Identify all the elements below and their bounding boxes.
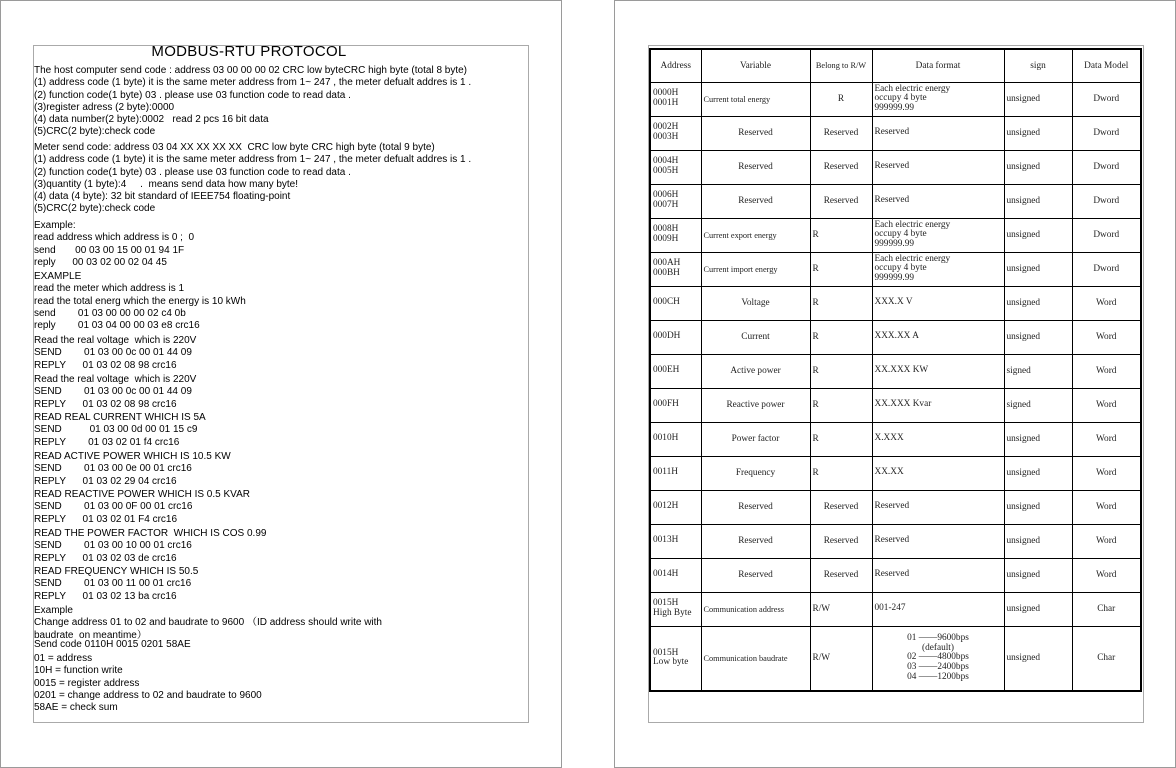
cell-variable: Frequency [701,456,810,490]
cell-variable: Active power [701,354,810,388]
table-row [650,82,1141,116]
cell-variable: Current [701,320,810,354]
cell-variable: Reserved [701,150,810,184]
text-line: reply 00 03 02 00 02 04 45 [34,256,167,268]
cell-rw: R [810,252,872,286]
text-line: 10H = function write [34,665,123,677]
text-line: (1) address code (1 byte) it is the same meter address from 1~ 247 , the meter defualt addres is 1 . [34,154,472,166]
text-line: SEND 01 03 00 10 00 01 crc16 [34,540,192,552]
cell-address: 000FH [650,388,701,422]
text-line: SEND 01 03 00 0d 00 01 15 c9 [34,424,198,436]
cell-data-format: Each electric energy occupy 4 byte 999999.99 [872,218,1004,252]
text-line: READ ACTIVE POWER WHICH IS 10.5 KW [34,451,231,462]
text-line: (5)CRC(2 byte):check code [34,126,156,138]
cell-rw: R [810,82,872,116]
table-row [650,184,1141,218]
text-line: REPLY 01 03 02 03 de crc16 [34,552,177,564]
cell-data-model: Word [1072,558,1141,592]
cell-data-model: Dword [1072,116,1141,150]
cell-address: 000AH 000BH [650,252,701,286]
text-line: Read the real voltage which is 220V [34,374,197,385]
cell-address: 0014H [650,558,701,592]
text-line: The host computer send code : address 03 00 00 00 02 CRC low byteCRC high byte (total 8 byte) [34,65,468,76]
left-page [0,0,562,768]
cell-address: 0010H [650,422,701,456]
cell-sign: unsigned [1004,286,1072,320]
text-line: (3)register adress (2 byte):0000 [34,101,175,113]
cell-data-model: Word [1072,524,1141,558]
header-address: Address [650,49,701,82]
register-table-body [650,82,1141,691]
text-line: Change address 01 to 02 and baudrate to 9600 （ID address should write with [34,617,382,629]
cell-sign: unsigned [1004,320,1072,354]
text-line: SEND 01 03 00 0e 00 01 crc16 [34,463,192,475]
table-row [650,252,1141,286]
cell-address: 0013H [650,524,701,558]
register-table [649,48,1142,692]
cell-rw: Reserved [810,558,872,592]
text-block [34,489,528,526]
text-line: REPLY 01 03 02 29 04 crc16 [34,475,177,487]
cell-sign: signed [1004,354,1072,388]
text-block [34,451,528,488]
cell-data-format: Reserved [872,150,1004,184]
text-line: EXAMPLE [34,271,82,282]
cell-data-format: Each electric energy occupy 4 byte 999999.99 [872,82,1004,116]
text-line: SEND 01 03 00 0c 00 01 44 09 [34,347,192,359]
cell-variable: Voltage [701,286,810,320]
text-line: 0201 = change address to 02 and baudrate to 9600 [34,689,262,701]
cell-variable: Reserved [701,116,810,150]
text-line: REPLY 01 03 02 08 98 crc16 [34,359,177,371]
right-page [614,0,1176,768]
cell-data-format: 01 ——9600bps (default) 02 ——4800bps 03 ——2400bps 04 ——1200bps [872,626,1004,691]
cell-rw: Reserved [810,490,872,524]
cell-rw: R [810,218,872,252]
cell-data-model: Word [1072,422,1141,456]
cell-rw: R [810,422,872,456]
cell-rw: Reserved [810,150,872,184]
text-block [34,271,528,332]
text-line: send 01 03 00 00 00 02 c4 0b [34,307,186,319]
text-block [34,653,528,714]
cell-data-format: Each electric energy occupy 4 byte 999999.99 [872,252,1004,286]
cell-data-format: XX.XX [872,456,1004,490]
text-line: READ REACTIVE POWER WHICH IS 0.5 KVAR [34,489,250,500]
text-block [34,528,528,565]
cell-data-model: Char [1072,626,1141,691]
text-line: SEND 01 03 00 0F 00 01 crc16 [34,501,193,513]
table-row [650,592,1141,626]
cell-variable: Reactive power [701,388,810,422]
cell-rw: R [810,320,872,354]
cell-data-model: Dword [1072,184,1141,218]
cell-sign: unsigned [1004,456,1072,490]
text-line: READ THE POWER FACTOR WHICH IS COS 0.99 [34,528,267,539]
text-line: 58AE = check sum [34,702,118,714]
table-header-row [650,49,1141,82]
cell-data-model: Char [1072,592,1141,626]
cell-variable: Current export energy [701,218,810,252]
table-row [650,626,1141,691]
cell-address: 0008H 0009H [650,218,701,252]
cell-data-format: XXX.X V [872,286,1004,320]
text-line: REPLY 01 03 02 01 f4 crc16 [34,436,180,448]
text-line: REPLY 01 03 02 01 F4 crc16 [34,513,178,525]
cell-variable: Reserved [701,524,810,558]
cell-variable: Current import energy [701,252,810,286]
cell-sign: unsigned [1004,252,1072,286]
cell-sign: unsigned [1004,218,1072,252]
cell-sign: unsigned [1004,422,1072,456]
text-line: (4) data (4 byte): 32 bit standard of IEEE754 floating-point [34,191,291,203]
table-row [650,524,1141,558]
text-line: (2) function code(1 byte) 03 . please use 03 function code to read data . [34,89,351,101]
cell-data-model: Word [1072,354,1141,388]
cell-data-format: XXX.XX A [872,320,1004,354]
cell-rw: R [810,354,872,388]
table-row [650,422,1141,456]
text-line: (5)CRC(2 byte):check code [34,203,156,215]
cell-sign: unsigned [1004,626,1072,691]
text-block [34,374,528,411]
cell-variable: Current total energy [701,82,810,116]
cell-data-model: Dword [1072,82,1141,116]
cell-rw: Reserved [810,524,872,558]
cell-data-model: Dword [1072,252,1141,286]
cell-sign: unsigned [1004,524,1072,558]
text-block [34,412,528,449]
text-line: read the meter which address is 1 [34,283,185,295]
cell-rw: R [810,286,872,320]
header-data-model: Data Model [1072,49,1141,82]
cell-sign: unsigned [1004,116,1072,150]
cell-sign: unsigned [1004,490,1072,524]
cell-variable: Power factor [701,422,810,456]
text-line: Send code 0110H 0015 0201 58AE [34,639,191,650]
cell-address: 0015H High Byte [650,592,701,626]
text-line: Example [34,605,73,616]
text-line: (4) data number(2 byte):0002 read 2 pcs 16 bit data [34,114,269,126]
text-line: (3)quantity (1 byte):4 . means send data how many byte! [34,178,299,190]
text-line: read the total energ which the energy is 10 kWh [34,295,246,307]
cell-variable: Reserved [701,558,810,592]
cell-data-format: Reserved [872,558,1004,592]
text-block [34,220,528,269]
cell-data-format: 001-247 [872,592,1004,626]
cell-data-format: X.XXX [872,422,1004,456]
cell-sign: signed [1004,388,1072,422]
cell-data-model: Word [1072,456,1141,490]
text-line: (1) address code (1 byte) it is the same meter address from 1~ 247 , the meter defualt addres is 1 . [34,77,472,89]
text-line: reply 01 03 04 00 00 03 e8 crc16 [34,320,200,332]
cell-data-format: Reserved [872,490,1004,524]
cell-sign: unsigned [1004,82,1072,116]
cell-address: 0015H Low byte [650,626,701,691]
cell-rw: Reserved [810,184,872,218]
table-row [650,218,1141,252]
cell-rw: Reserved [810,116,872,150]
cell-sign: unsigned [1004,150,1072,184]
cell-data-model: Dword [1072,218,1141,252]
text-block [34,142,528,216]
text-line: REPLY 01 03 02 08 98 crc16 [34,398,177,410]
cell-address: 0002H 0003H [650,116,701,150]
text-line: Read the real voltage which is 220V [34,335,197,346]
table-row [650,490,1141,524]
protocol-title: MODBUS-RTU PROTOCOL [151,43,347,60]
table-row [650,558,1141,592]
cell-address: 0004H 0005H [650,150,701,184]
text-line: baudrate on meantime） [34,629,147,641]
text-line: 0015 = register address [34,677,140,689]
cell-rw: R [810,388,872,422]
text-line: READ FREQUENCY WHICH IS 50.5 [34,566,199,577]
text-line: REPLY 01 03 02 13 ba crc16 [34,590,177,602]
cell-data-format: Reserved [872,184,1004,218]
text-line: READ REAL CURRENT WHICH IS 5A [34,412,206,423]
text-block [34,639,528,651]
text-line: (2) function code(1 byte) 03 . please use 03 function code to read data . [34,166,351,178]
table-row [650,286,1141,320]
text-line: Meter send code: address 03 04 XX XX XX XX CRC low byte CRC high byte (total 9 byte) [34,142,435,153]
cell-data-model: Word [1072,388,1141,422]
cell-data-model: Word [1072,320,1141,354]
cell-address: 0011H [650,456,701,490]
table-row [650,456,1141,490]
cell-sign: unsigned [1004,184,1072,218]
cell-variable: Reserved [701,490,810,524]
cell-variable: Reserved [701,184,810,218]
table-row [650,150,1141,184]
cell-address: 0012H [650,490,701,524]
table-row [650,116,1141,150]
header-data-format: Data format [872,49,1004,82]
text-block [34,335,528,372]
text-line: read address which address is 0 ; 0 [34,232,195,244]
cell-data-format: XX.XXX Kvar [872,388,1004,422]
cell-variable: Communication baudrate [701,626,810,691]
cell-address: 0006H 0007H [650,184,701,218]
table-row [650,388,1141,422]
cell-data-format: XX.XXX KW [872,354,1004,388]
cell-sign: unsigned [1004,592,1072,626]
cell-rw: R/W [810,592,872,626]
cell-data-model: Dword [1072,150,1141,184]
cell-address: 000DH [650,320,701,354]
cell-data-format: Reserved [872,116,1004,150]
cell-rw: R [810,456,872,490]
header-variable: Variable [701,49,810,82]
text-line: Example: [34,220,76,231]
cell-address: 0000H 0001H [650,82,701,116]
cell-variable: Communication address [701,592,810,626]
text-block [34,566,528,603]
cell-rw: R/W [810,626,872,691]
cell-data-format: Reserved [872,524,1004,558]
cell-address: 000CH [650,286,701,320]
text-line: SEND 01 03 00 0c 00 01 44 09 [34,386,192,398]
text-line: SEND 01 03 00 11 00 01 crc16 [34,578,192,590]
header-sign: sign [1004,49,1072,82]
cell-data-model: Word [1072,490,1141,524]
cell-sign: unsigned [1004,558,1072,592]
text-block [34,65,528,139]
table-row [650,354,1141,388]
cell-address: 000EH [650,354,701,388]
cell-data-model: Word [1072,286,1141,320]
table-row [650,320,1141,354]
text-line: 01 = address [34,653,93,664]
text-block [34,605,528,642]
text-line: send 00 03 00 15 00 01 94 1F [34,244,185,256]
header-rw: Belong to R/W [810,49,872,82]
